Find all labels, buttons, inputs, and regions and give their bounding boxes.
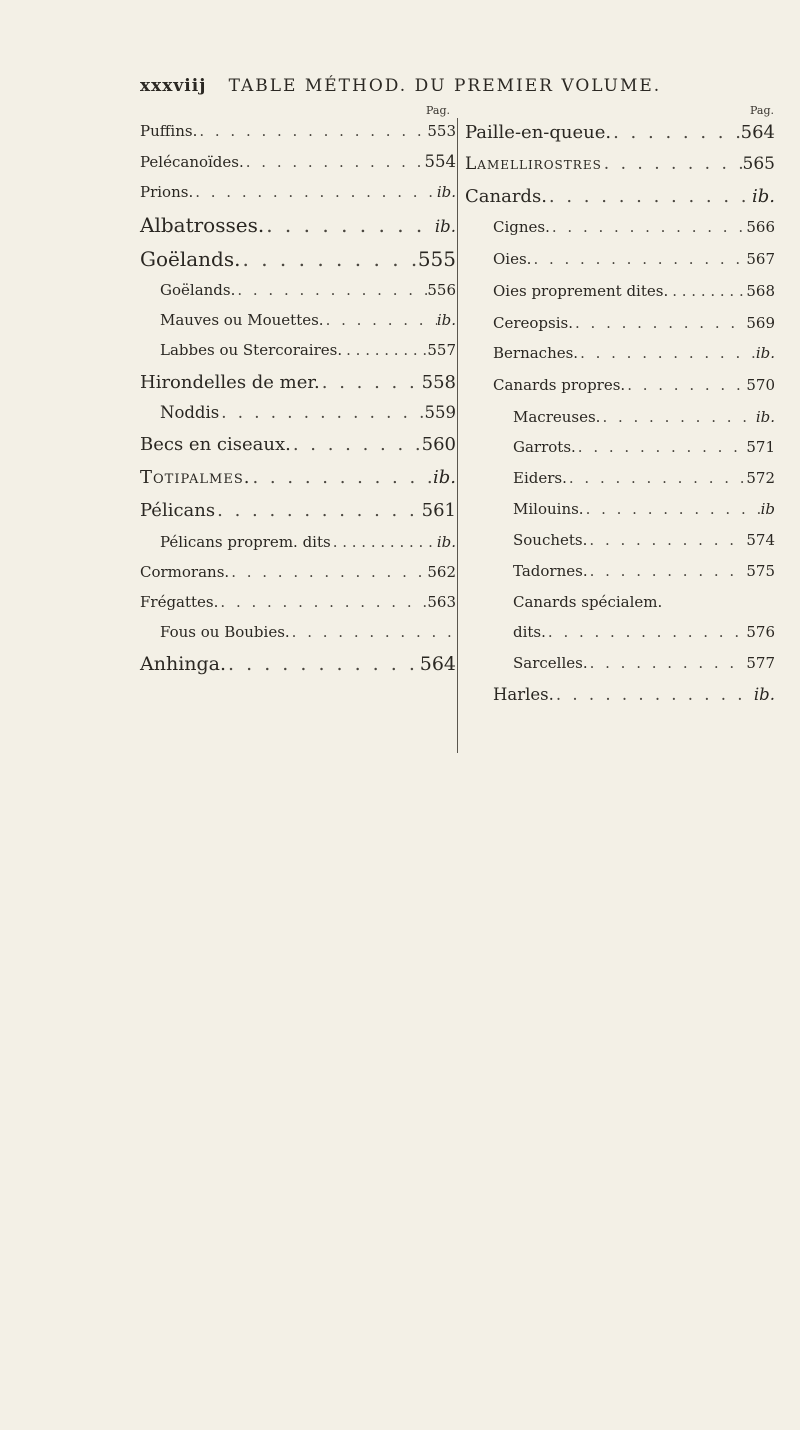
entry-label: Harles. — [493, 685, 554, 704]
entry-page: ib. — [436, 311, 456, 329]
entry-page: ib. — [436, 533, 456, 551]
entry-page: 564 — [419, 653, 456, 675]
index-entry — [140, 467, 458, 500]
entry-label: Fous ou Boubies. — [160, 623, 290, 641]
entry-page: ib. — [753, 685, 775, 704]
index-entry — [465, 314, 777, 344]
entry-page: 569 — [746, 314, 775, 332]
index-entry — [140, 372, 458, 403]
index-entry — [465, 282, 777, 314]
entry-page: 553 — [427, 122, 456, 140]
index-entry — [140, 653, 458, 686]
entry-page: 559 — [424, 403, 456, 422]
entry-label: Goëlands. — [140, 247, 241, 271]
entry-label: Becs en ciseaux. — [140, 434, 291, 455]
index-entry — [465, 654, 777, 685]
entry-label: Goëlands. — [160, 281, 236, 299]
entry-label: Canards propres. — [493, 376, 626, 394]
entry-page: 575 — [746, 562, 775, 580]
entry-label: dits. — [513, 623, 546, 641]
entry-label: Pelécanoïdes. — [140, 153, 244, 171]
index-entry — [140, 403, 458, 434]
index-entry — [465, 186, 777, 218]
entry-page: 554 — [424, 152, 456, 171]
entry-page: 568 — [746, 282, 775, 300]
index-entry — [140, 341, 458, 372]
entry-page: 557 — [427, 341, 456, 359]
entry-page: 574 — [746, 531, 775, 549]
entry-label: Paille-en-queue. — [465, 122, 612, 143]
index-entry — [465, 469, 777, 500]
running-header — [140, 76, 740, 96]
entry-page: 560 — [421, 434, 456, 455]
entry-label: Oies. — [493, 250, 532, 268]
index-entry — [465, 408, 777, 438]
entry-label: Bernaches. — [493, 344, 579, 362]
entry-label: Sarcelles. — [513, 654, 588, 672]
index-entry — [465, 376, 777, 408]
index-entry — [140, 152, 458, 183]
entry-page: 556 — [427, 281, 456, 299]
page-number: xxxviij — [140, 76, 207, 96]
index-entry — [465, 122, 777, 154]
entry-label: Hirondelles de mer. — [140, 372, 320, 393]
index-entry — [465, 250, 777, 282]
pag-label-left: Pag. — [426, 104, 451, 117]
entry-page: ib. — [436, 183, 456, 201]
entry-page: ib. — [434, 217, 456, 236]
index-entry — [465, 593, 777, 623]
index-entry — [465, 438, 777, 469]
index-entry — [140, 623, 458, 653]
entry-page: 565 — [742, 154, 775, 174]
entry-label: Frégattes. — [140, 593, 219, 611]
entry-page: ib. — [755, 408, 775, 426]
index-entry — [465, 562, 777, 593]
entry-label: Labbes ou Stercoraires. — [160, 341, 343, 359]
entry-label: Prions. — [140, 183, 194, 201]
index-entry — [140, 122, 458, 152]
entry-label: Puffins. — [140, 122, 198, 140]
index-entry — [465, 685, 777, 716]
pag-label-right: Pag. — [750, 104, 775, 117]
entry-page: 570 — [746, 376, 775, 394]
index-entry — [140, 563, 458, 593]
entry-page: 572 — [746, 469, 775, 487]
entry-page: 555 — [417, 247, 456, 271]
entry-page: ib. — [755, 344, 775, 362]
entry-label: Garrots. — [513, 438, 576, 456]
index-entry — [140, 281, 458, 311]
entry-label: Macreuses. — [513, 408, 601, 426]
entry-page: 563 — [427, 593, 456, 611]
entry-page: 562 — [427, 563, 456, 581]
entry-page: ib. — [432, 467, 456, 488]
entry-page: ib — [760, 500, 775, 518]
entry-page: 577 — [746, 654, 775, 672]
entry-page: 558 — [421, 372, 456, 393]
entry-label: Eiders. — [513, 469, 567, 487]
entry-label: Albatrosses. — [140, 213, 265, 237]
index-entry — [465, 531, 777, 562]
index-entry — [140, 213, 458, 247]
entry-label: Pélicans — [140, 500, 216, 521]
left-column — [140, 122, 458, 686]
entry-label: Cormorans. — [140, 563, 230, 581]
entry-label: Anhinga. — [140, 653, 227, 675]
index-entry — [140, 593, 458, 623]
entry-page: 566 — [746, 218, 775, 236]
index-entry — [140, 500, 458, 533]
index-entry — [140, 183, 458, 213]
entry-label: Canards spécialem. — [513, 593, 663, 611]
entry-label: Oies proprement dites. — [493, 282, 669, 300]
entry-page: 576 — [746, 623, 775, 641]
index-entry — [140, 311, 458, 341]
index-entry — [465, 500, 777, 531]
index-entry — [465, 154, 777, 186]
entry-label: Milouins. — [513, 500, 584, 518]
entry-page: 561 — [421, 500, 456, 521]
entry-label: Pélicans proprem. dits — [160, 533, 331, 551]
entry-page: 564 — [740, 122, 775, 143]
entry-label: Noddis — [160, 403, 220, 422]
index-entry — [140, 247, 458, 281]
right-column — [465, 122, 777, 716]
entry-label: Totipalmes. — [140, 467, 251, 488]
entry-label: Mauves ou Mouettes. — [160, 311, 324, 329]
header-title: TABLE MÉTHOD. DU PREMIER VOLUME. — [228, 76, 662, 96]
index-entry — [465, 623, 777, 654]
entry-label: Tadornes. — [513, 562, 588, 580]
entry-label: Cignes. — [493, 218, 550, 236]
entry-page: 571 — [746, 438, 775, 456]
index-entry — [465, 344, 777, 376]
index-entry — [465, 218, 777, 250]
entry-label: Souchets. — [513, 531, 588, 549]
entry-label: Lamellirostres — [465, 154, 602, 174]
entry-label: Cereopsis. — [493, 314, 573, 332]
entry-page: 567 — [746, 250, 775, 268]
index-entry — [140, 533, 458, 563]
index-entry — [140, 434, 458, 467]
entry-label: Canards. — [465, 186, 547, 207]
entry-page: ib. — [751, 186, 775, 207]
